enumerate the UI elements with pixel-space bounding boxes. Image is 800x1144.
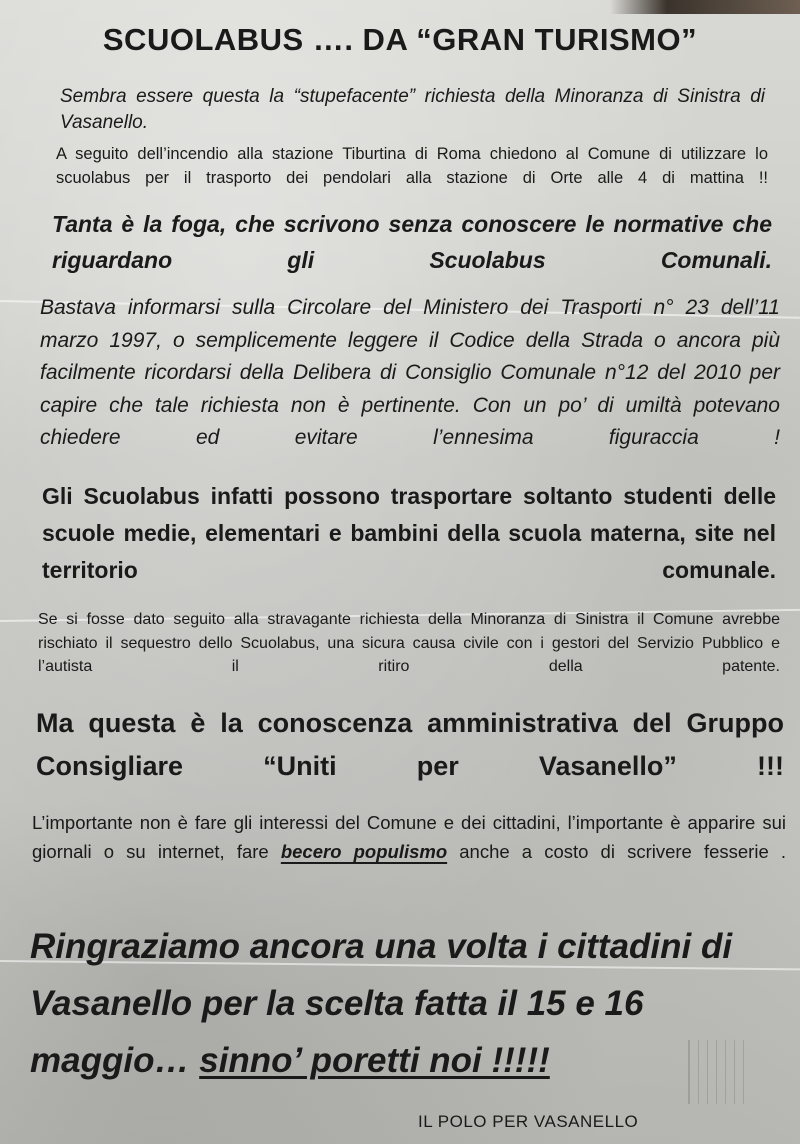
thanks-text: Ringraziamo ancora una volta i cittadini di Vasanello per la scelta fatta il 15 e 16 maggio…: [30, 927, 733, 1080]
torn-poster-edge: [610, 0, 800, 14]
consequence-paragraph: Se si fosse dato seguito alla stravagante richiesta della Minoranza di Sinistra il Comune avrebbe rischiato il sequestro dello Scuolabus, una sicura causa civile con i gestori del Servizio Pubblico e l’autista il ritiro della patente.: [38, 611, 780, 675]
populism-emphasis: becero populismo: [280, 841, 448, 862]
populism-text-before: L’importante non è fare gli interessi del Comune e dei cittadini, l’importante è apparire sui giornali o su internet, fare: [32, 812, 786, 862]
thanks-paragraph: [30, 918, 790, 1089]
regulation-paragraph: Bastava informarsi sulla Circolare del Ministero dei Trasporti n° 23 dell’11 marzo 1997, o semplicemente leggere il Codice della Strada o ancora più facilmente ricordarsi della Delibera di Consiglio Comunale n°12 del 2010 per capire che tale richiesta non è pertinente. Con un po’ di umiltà potevano chiedere ed evitare l’ennesima figuraccia !: [40, 296, 780, 449]
group-paragraph: Ma questa è la conoscenza amministrativa del Gruppo Consigliare “Uniti per Vasanello” !!!: [36, 708, 784, 781]
thanks-emphasis: sinno’ poretti noi !!!!!: [199, 1041, 550, 1080]
posting-stamp: [688, 1040, 747, 1104]
emphasis-paragraph: Tanta è la foga, che scrivono senza conoscere le normative che riguardano gli Scuolabus Comunali.: [52, 211, 772, 273]
populism-text-after: anche a costo di scrivere fesserie .: [447, 841, 786, 862]
rule-paragraph: Gli Scuolabus infatti possono trasportare soltanto studenti delle scuole medie, elementari e bambini della scuola materna, site nel territorio comunale.: [42, 483, 776, 583]
poster-title: SCUOLABUS …. DA “GRAN TURISMO”: [102, 22, 698, 57]
populism-paragraph: [32, 808, 786, 866]
context-paragraph: A seguito dell’incendio alla stazione Tiburtina di Roma chiedono al Comune di utilizzare lo scuolabus per il trasporto dei pendolari alla stazione di Orte alle 4 di mattina !!: [56, 145, 768, 187]
signature: IL POLO PER VASANELLO: [418, 1112, 639, 1131]
intro-paragraph: Sembra essere questa la “stupefacente” richiesta della Minoranza di Sinistra di Vasanello.: [60, 86, 765, 133]
